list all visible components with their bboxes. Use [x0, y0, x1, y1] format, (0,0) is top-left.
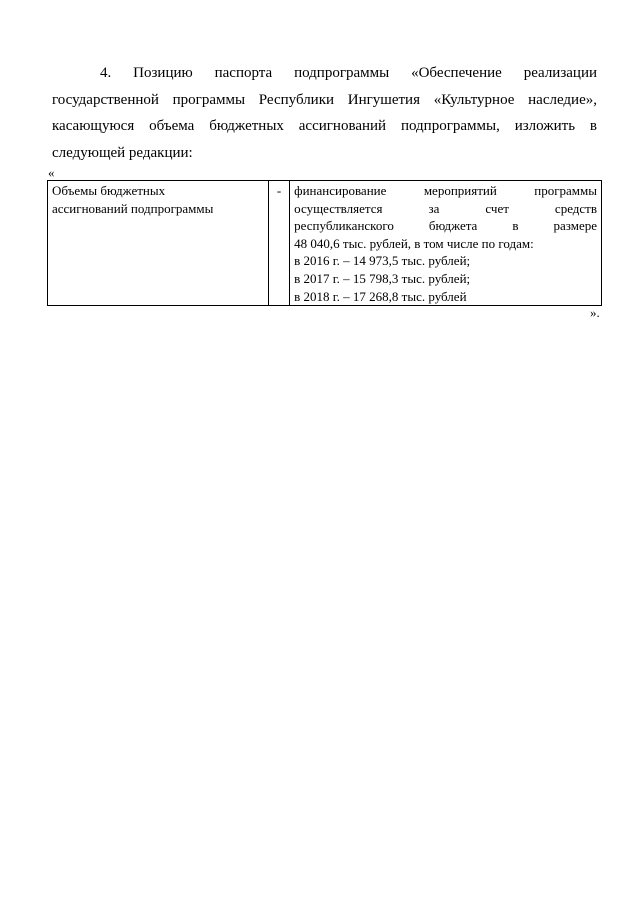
amendment-paragraph — [52, 60, 597, 166]
passport-table — [47, 180, 602, 306]
value-cell — [290, 181, 602, 306]
closing-quote: ». — [590, 305, 600, 320]
value-line: осуществляется за счет средств — [294, 200, 597, 216]
paragraph-line: следующей редакции: — [52, 144, 193, 161]
paragraph-line: касающуюся объема бюджетных ассигнований подпрограммы, изложить в — [52, 118, 597, 134]
dash-cell: - — [268, 181, 289, 306]
value-line: в 2017 г. – 15 798,3 тыс. рублей; — [294, 270, 471, 286]
value-line: республиканского бюджета в размере — [294, 218, 597, 234]
value-line: в 2018 г. – 17 268,8 тыс. рублей — [294, 288, 467, 304]
paragraph-line: государственной программы Республики Ингушетия «Культурное наследие», — [52, 91, 597, 108]
table-row — [48, 181, 602, 306]
opening-quote: « — [48, 165, 55, 180]
value-line: в 2016 г. – 14 973,5 тыс. рублей; — [294, 253, 471, 269]
label-cell — [48, 181, 269, 306]
paragraph-line: 4. Позицию паспорта подпрограммы «Обеспечение реализации — [100, 65, 597, 81]
value-line: 48 040,6 тыс. рублей, в том числе по годам: — [294, 235, 534, 251]
label-line: ассигнований подпрограммы — [52, 200, 214, 216]
value-line: финансирование мероприятий программы — [294, 183, 597, 198]
label-line: Объемы бюджетных — [52, 183, 166, 198]
